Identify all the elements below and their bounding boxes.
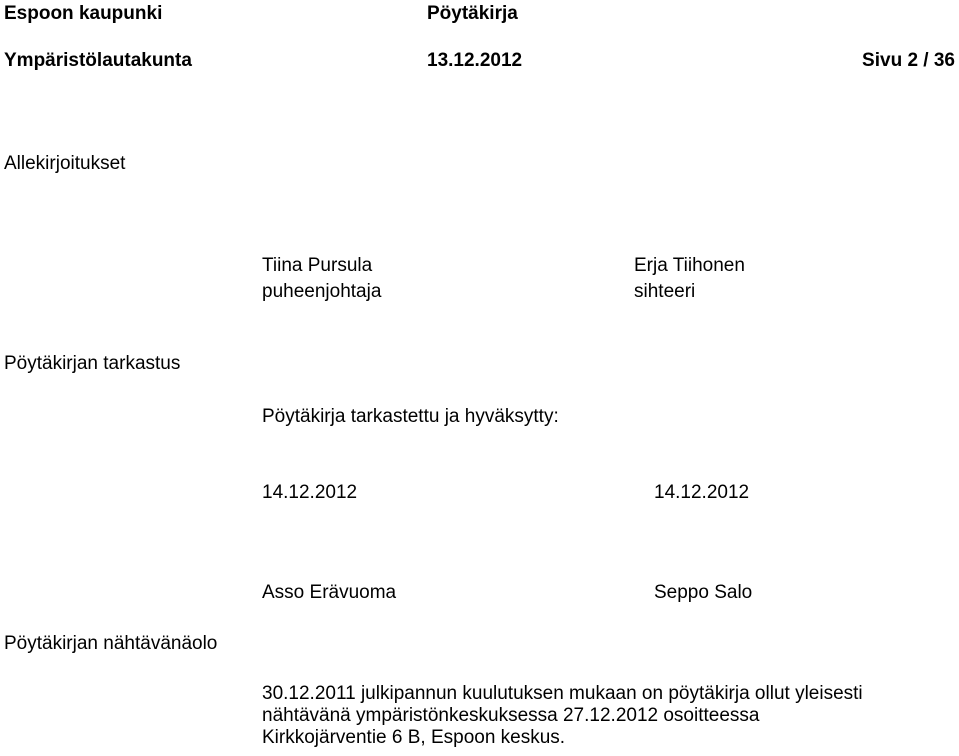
organization-name: Espoon kaupunki (4, 3, 163, 24)
display-line: 30.12.2011 julkipannun kuulutuksen mukaan on pöytäkirja ollut yleisesti (262, 683, 863, 704)
review-date-left: 14.12.2012 (262, 482, 358, 503)
review-date-right: 14.12.2012 (654, 482, 750, 503)
meeting-date: 13.12.2012 (427, 50, 523, 71)
secretary-role: sihteeri (634, 281, 696, 302)
review-statement: Pöytäkirja tarkastettu ja hyväksytty: (262, 406, 559, 427)
display-line: Kirkkojärventie 6 B, Espoon keskus. (262, 727, 566, 748)
secretary-name: Erja Tiihonen (634, 255, 745, 276)
signatures-heading: Allekirjoitukset (4, 153, 126, 174)
chair-role: puheenjohtaja (262, 281, 382, 302)
display-heading: Pöytäkirjan nähtävänäolo (4, 633, 218, 654)
reviewer-right-name: Seppo Salo (654, 582, 753, 603)
document-type: Pöytäkirja (427, 3, 518, 24)
reviewer-left-name: Asso Erävuoma (262, 582, 397, 603)
chair-name: Tiina Pursula (262, 255, 373, 276)
page-number: Sivu 2 / 36 (862, 50, 955, 71)
review-heading: Pöytäkirjan tarkastus (4, 353, 181, 374)
display-line: nähtävänä ympäristönkeskuksessa 27.12.2012 osoitteessa (262, 705, 760, 726)
board-name: Ympäristölautakunta (4, 50, 192, 71)
display-paragraph (262, 683, 959, 749)
